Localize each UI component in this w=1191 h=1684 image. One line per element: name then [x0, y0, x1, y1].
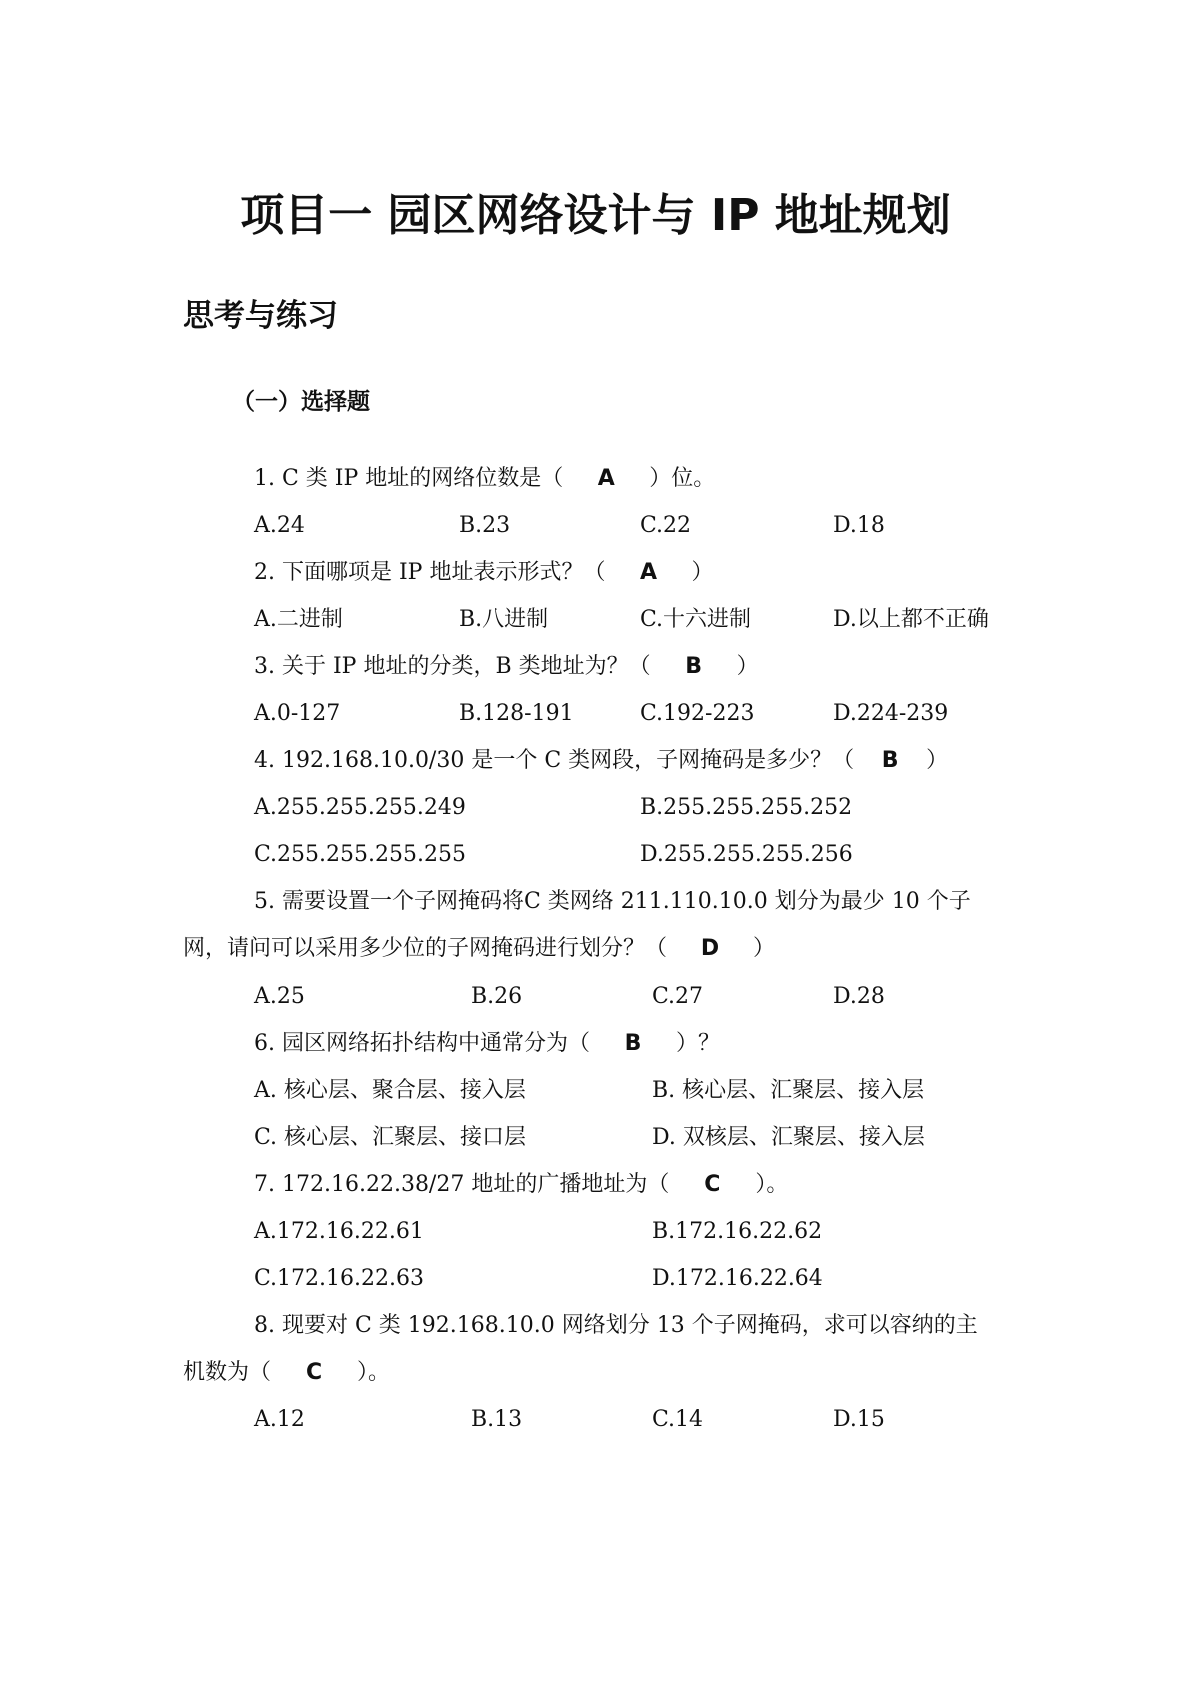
question-text: 8. 现要对 C 类 192.168.10.0 网络划分 13 个子网掩码，求可以容纳的主 — [254, 1313, 978, 1338]
option-a: A.172.16.22.61 — [254, 1219, 424, 1244]
question-text: 2. 下面哪项是 IP 地址表示形式？（ — [254, 560, 606, 585]
option-b: B.13 — [471, 1407, 523, 1432]
question-6 — [254, 1027, 720, 1061]
question-suffix: ）。 — [755, 1172, 789, 1197]
question-suffix: ） — [753, 936, 776, 961]
section-heading: 思考与练习 — [183, 298, 338, 334]
option-d: D.28 — [833, 984, 885, 1009]
option-d: D.15 — [833, 1407, 885, 1432]
option-d: D.18 — [833, 513, 885, 538]
option-c: C.192-223 — [640, 701, 755, 726]
option-d: D. 双核层、汇聚层、接入层 — [652, 1125, 925, 1150]
question-1 — [254, 462, 715, 496]
option-a: A.24 — [254, 513, 305, 538]
question-text: 4. 192.168.10.0/30 是一个 C 类网段，子网掩码是多少？（ — [254, 748, 855, 773]
option-b: B.255.255.255.252 — [640, 795, 853, 820]
option-c: C.172.16.22.63 — [254, 1266, 424, 1291]
option-a: A.二进制 — [254, 607, 343, 632]
option-a: A.12 — [254, 1407, 305, 1432]
question-suffix: ）位。 — [649, 466, 716, 491]
question-text: 机数为（ — [183, 1360, 272, 1385]
option-c: C.27 — [652, 984, 704, 1009]
question-8-continued — [183, 1356, 390, 1390]
option-a: A.0-127 — [254, 701, 341, 726]
question-text: 6. 园区网络拓扑结构中通常分为（ — [254, 1031, 590, 1056]
option-d: D.255.255.255.256 — [640, 842, 853, 867]
question-3 — [254, 650, 759, 684]
option-c: C.14 — [652, 1407, 704, 1432]
question-2 — [254, 556, 713, 590]
option-b: B.26 — [471, 984, 523, 1009]
question-5-continued — [183, 932, 775, 966]
question-5 — [254, 885, 971, 919]
question-text: 网，请问可以采用多少位的子网掩码进行划分？（ — [183, 936, 668, 961]
answer-letter: C — [704, 1172, 721, 1197]
subsection-heading: （一）选择题 — [232, 389, 370, 415]
question-text: 3. 关于 IP 地址的分类，B 类地址为？（ — [254, 654, 651, 679]
question-8 — [254, 1309, 978, 1343]
option-b: B.172.16.22.62 — [652, 1219, 823, 1244]
option-c: C.255.255.255.255 — [254, 842, 466, 867]
option-b: B. 核心层、汇聚层、接入层 — [652, 1078, 925, 1103]
option-b: B.八进制 — [459, 607, 549, 632]
answer-letter: A — [639, 560, 657, 585]
option-d: D.224-239 — [833, 701, 949, 726]
question-text: 1. C 类 IP 地址的网络位数是（ — [254, 466, 564, 491]
option-d: D.以上都不正确 — [833, 607, 989, 632]
question-text: 7. 172.16.22.38/27 地址的广播地址为（ — [254, 1172, 670, 1197]
answer-letter: B — [685, 654, 703, 679]
question-suffix: ） — [736, 654, 759, 679]
answer-letter: B — [881, 748, 899, 773]
answer-letter: D — [700, 936, 720, 961]
page-title: 项目一 园区网络设计与 IP 地址规划 — [240, 190, 951, 241]
option-c: C.22 — [640, 513, 692, 538]
question-7 — [254, 1168, 788, 1202]
option-b: B.23 — [459, 513, 511, 538]
question-suffix: ）？ — [676, 1031, 721, 1056]
question-suffix: ）。 — [357, 1360, 391, 1385]
option-a: A. 核心层、聚合层、接入层 — [254, 1078, 526, 1103]
option-b: B.128-191 — [459, 701, 574, 726]
answer-letter: A — [597, 466, 615, 491]
option-a: A.25 — [254, 984, 305, 1009]
question-suffix: ） — [691, 560, 714, 585]
answer-letter: C — [305, 1360, 323, 1385]
question-text: 5. 需要设置一个子网掩码将C 类网络 211.110.10.0 划分为最少 10 个子 — [254, 889, 971, 914]
option-c: C. 核心层、汇聚层、接口层 — [254, 1125, 527, 1150]
option-a: A.255.255.255.249 — [254, 795, 466, 820]
question-4 — [254, 744, 948, 778]
option-d: D.172.16.22.64 — [652, 1266, 823, 1291]
option-c: C.十六进制 — [640, 607, 752, 632]
answer-letter: B — [624, 1031, 642, 1056]
question-suffix: ） — [926, 748, 949, 773]
